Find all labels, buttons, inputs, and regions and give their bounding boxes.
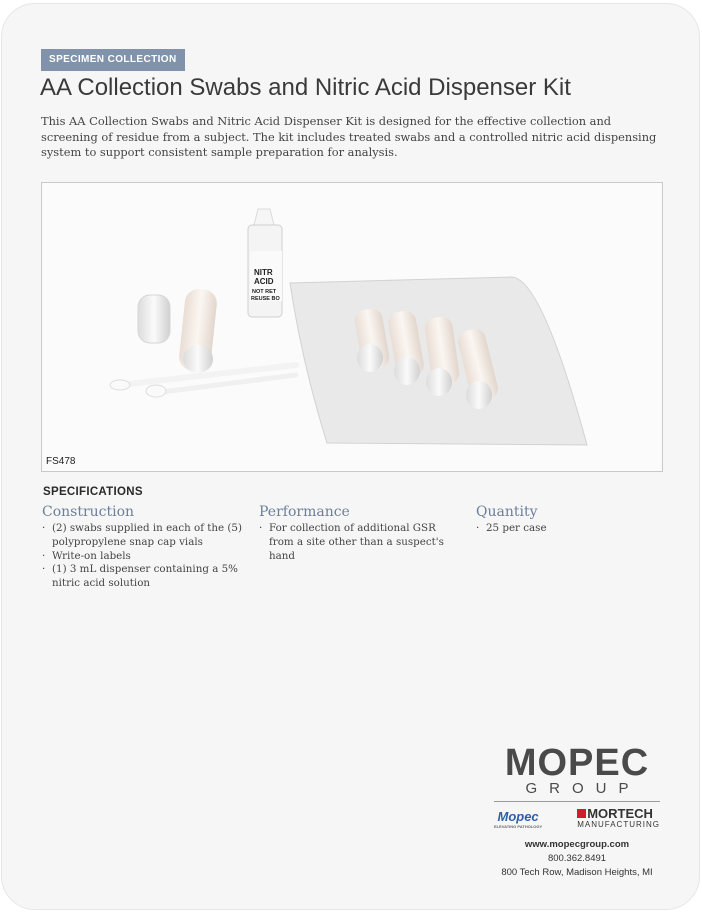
bottle-label-line: NITR [254,268,273,277]
construction-title: Construction [42,504,135,520]
mopec-sublogo-tag: ELEVATING PATHOLOGY [494,824,543,829]
mopec-sublogo [494,809,542,829]
phone-number: 800.362.8491 [547,853,607,864]
product-description: This AA Collection Swabs and Nitric Acid Dispenser Kit is designed for the effective collection and screening of residue from a subject. The kit includes treated swabs and a controlled nitric acid dispensing system to support consistent sample preparation for analysis. [41,114,657,159]
list-item: · 25 per case [476,522,666,536]
address: 800 Tech Row, Madison Heights, MI [501,867,653,878]
sub-brands [488,808,666,830]
quantity-list [476,522,666,536]
bottle-label-line: NOT RET [252,289,277,295]
bottle-label-line: REUSE BO [251,296,280,302]
category-badge: SPECIMEN COLLECTION [41,49,185,71]
construction-column [42,504,247,591]
brand-block [488,744,666,880]
list-item: · (1) 3 mL dispenser containing a 5% nitric acid solution [42,563,247,591]
nitric-acid-bottle [248,209,282,317]
list-item: · (2) swabs supplied in each of the (5) polypropylene snap cap vials [42,522,247,550]
quantity-title: Quantity [476,504,538,520]
list-item: · For collection of additional GSR from a site other than a suspect's hand [259,522,459,563]
quantity-column [476,504,666,536]
mortech-square-icon [577,809,586,818]
single-vial [178,288,218,373]
bottle-label-line: ACID [254,277,274,286]
mortech-sub: MANUFACTURING [577,820,660,829]
divider [494,801,660,802]
performance-title: Performance [259,504,350,520]
performance-column [259,504,459,563]
mortech-text: MORTECH [587,806,653,821]
product-code: FS478 [46,456,76,467]
group-wordmark: GROUP [525,780,641,797]
website-link[interactable]: www.mopecgroup.com [524,839,630,850]
construction-list [42,522,247,591]
specifications-heading: SPECIFICATIONS [43,486,143,498]
contact-info [488,838,666,880]
product-photo [41,182,663,472]
mopec-sublogo-text: Mopec [497,809,539,824]
page [1,3,700,910]
list-item: · Write-on labels [42,550,247,564]
performance-list [259,522,459,563]
kit-illustration [42,183,662,471]
mortech-logo [577,808,660,830]
loose-cap [138,295,170,343]
mopec-logo: MOPEC [504,742,650,784]
page-title: AA Collection Swabs and Nitric Acid Dispenser Kit [40,74,571,101]
